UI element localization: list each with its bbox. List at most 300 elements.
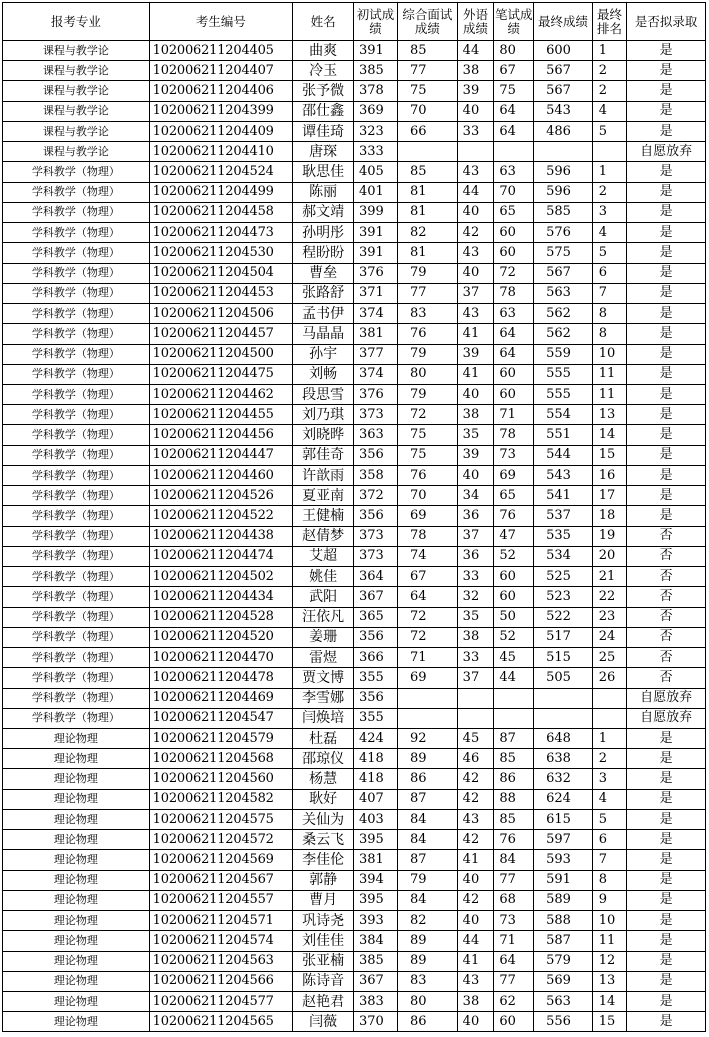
table-row xyxy=(3,384,706,404)
cell-written-score: 64 xyxy=(494,951,534,971)
cell-final-rank: 10 xyxy=(592,911,627,931)
table-row xyxy=(3,546,706,566)
table-row xyxy=(3,41,706,61)
cell-language-score: 43 xyxy=(457,304,494,324)
cell-candidate-id: 102006211204407 xyxy=(149,61,293,81)
cell-initial-score: 381 xyxy=(353,324,397,344)
table-row xyxy=(3,587,706,607)
cell-interview-score: 83 xyxy=(397,971,457,991)
cell-candidate-id: 102006211204473 xyxy=(149,223,293,243)
cell-interview-score: 80 xyxy=(397,364,457,384)
cell-interview-score: 69 xyxy=(397,668,457,688)
cell-admission: 是 xyxy=(627,728,706,748)
cell-initial-score: 356 xyxy=(353,445,397,465)
cell-interview-score: 74 xyxy=(397,546,457,566)
cell-interview-score: 79 xyxy=(397,870,457,890)
cell-interview-score: 70 xyxy=(397,101,457,121)
cell-candidate-id: 102006211204571 xyxy=(149,911,293,931)
cell-candidate-id: 102006211204574 xyxy=(149,931,293,951)
cell-language-score: 36 xyxy=(457,506,494,526)
cell-admission: 否 xyxy=(627,526,706,546)
cell-interview-score: 75 xyxy=(397,81,457,101)
cell-initial-score: 401 xyxy=(353,182,397,202)
cell-final-score: 543 xyxy=(534,101,593,121)
table-row xyxy=(3,749,706,769)
cell-name: 艾超 xyxy=(293,546,354,566)
cell-final-score: 648 xyxy=(534,728,593,748)
cell-final-rank: 2 xyxy=(592,182,627,202)
cell-final-score: 517 xyxy=(534,627,593,647)
cell-admission: 是 xyxy=(627,465,706,485)
cell-major: 课程与教学论 xyxy=(3,142,150,162)
cell-initial-score: 391 xyxy=(353,243,397,263)
table-row xyxy=(3,506,706,526)
cell-candidate-id: 102006211204568 xyxy=(149,749,293,769)
header-major: 报考专业 xyxy=(3,3,150,41)
cell-language-score: 37 xyxy=(457,526,494,546)
cell-initial-score: 323 xyxy=(353,121,397,141)
cell-written-score: 68 xyxy=(494,890,534,910)
cell-initial-score: 376 xyxy=(353,263,397,283)
cell-written-score: 80 xyxy=(494,41,534,61)
cell-name: 姚佳 xyxy=(293,567,354,587)
cell-name: 耿好 xyxy=(293,789,354,809)
cell-candidate-id: 102006211204557 xyxy=(149,890,293,910)
cell-final-score: 575 xyxy=(534,243,593,263)
cell-final-rank: 26 xyxy=(592,668,627,688)
cell-interview-score: 72 xyxy=(397,627,457,647)
cell-admission: 否 xyxy=(627,607,706,627)
cell-candidate-id: 102006211204569 xyxy=(149,850,293,870)
cell-name: 王健楠 xyxy=(293,506,354,526)
cell-admission: 是 xyxy=(627,223,706,243)
cell-initial-score: 424 xyxy=(353,728,397,748)
cell-interview-score: 81 xyxy=(397,243,457,263)
cell-language-score: 38 xyxy=(457,61,494,81)
table-row xyxy=(3,344,706,364)
cell-interview-score: 82 xyxy=(397,911,457,931)
cell-written-score: 72 xyxy=(494,263,534,283)
cell-final-rank: 7 xyxy=(592,850,627,870)
header-interview-score: 综合面试成绩 xyxy=(397,3,457,41)
cell-language-score: 35 xyxy=(457,425,494,445)
cell-interview-score: 85 xyxy=(397,162,457,182)
cell-initial-score: 363 xyxy=(353,425,397,445)
cell-final-score: 585 xyxy=(534,202,593,222)
cell-admission: 自愿放弃 xyxy=(627,708,706,728)
cell-admission: 是 xyxy=(627,870,706,890)
cell-name: 张予微 xyxy=(293,81,354,101)
cell-final-rank: 18 xyxy=(592,506,627,526)
cell-major: 理论物理 xyxy=(3,809,150,829)
cell-major: 学科教学（物理） xyxy=(3,546,150,566)
cell-final-rank: 25 xyxy=(592,648,627,668)
cell-final-rank: 5 xyxy=(592,243,627,263)
cell-interview-score: 72 xyxy=(397,607,457,627)
cell-major: 学科教学（物理） xyxy=(3,202,150,222)
cell-interview-score: 66 xyxy=(397,121,457,141)
cell-final-rank: 1 xyxy=(592,728,627,748)
table-row xyxy=(3,648,706,668)
cell-final-score: 591 xyxy=(534,870,593,890)
cell-initial-score: 395 xyxy=(353,890,397,910)
cell-candidate-id: 102006211204474 xyxy=(149,546,293,566)
cell-final-score: 615 xyxy=(534,809,593,829)
cell-admission: 是 xyxy=(627,971,706,991)
cell-admission: 是 xyxy=(627,850,706,870)
cell-candidate-id: 102006211204575 xyxy=(149,809,293,829)
cell-interview-score: 70 xyxy=(397,486,457,506)
cell-interview-score: 84 xyxy=(397,830,457,850)
cell-interview-score: 69 xyxy=(397,506,457,526)
cell-interview-score: 81 xyxy=(397,202,457,222)
header-admission: 是否拟录取 xyxy=(627,3,706,41)
cell-written-score: 62 xyxy=(494,992,534,1012)
cell-final-score: 537 xyxy=(534,506,593,526)
cell-name: 邵琼仪 xyxy=(293,749,354,769)
cell-name: 陈诗音 xyxy=(293,971,354,991)
cell-admission: 否 xyxy=(627,567,706,587)
cell-final-rank: 1 xyxy=(592,162,627,182)
cell-admission: 是 xyxy=(627,809,706,829)
cell-final-score: 567 xyxy=(534,81,593,101)
cell-final-rank xyxy=(592,688,627,708)
table-row xyxy=(3,607,706,627)
cell-final-rank: 3 xyxy=(592,769,627,789)
header-written-score: 笔试成绩 xyxy=(494,3,534,41)
table-row xyxy=(3,809,706,829)
cell-name: 许歆雨 xyxy=(293,465,354,485)
cell-admission: 是 xyxy=(627,263,706,283)
cell-final-score: 567 xyxy=(534,263,593,283)
table-row xyxy=(3,627,706,647)
cell-name: 郭佳奇 xyxy=(293,445,354,465)
cell-final-rank: 14 xyxy=(592,992,627,1012)
cell-final-score: 541 xyxy=(534,486,593,506)
cell-candidate-id: 102006211204563 xyxy=(149,951,293,971)
cell-name: 曹月 xyxy=(293,890,354,910)
cell-name: 陈丽 xyxy=(293,182,354,202)
cell-admission: 自愿放弃 xyxy=(627,688,706,708)
cell-name: 刘畅 xyxy=(293,364,354,384)
table-row xyxy=(3,364,706,384)
cell-candidate-id: 102006211204530 xyxy=(149,243,293,263)
cell-initial-score: 373 xyxy=(353,405,397,425)
cell-candidate-id: 102006211204410 xyxy=(149,142,293,162)
cell-major: 学科教学（物理） xyxy=(3,506,150,526)
cell-language-score: 39 xyxy=(457,445,494,465)
cell-admission: 是 xyxy=(627,182,706,202)
cell-language-score: 33 xyxy=(457,648,494,668)
cell-initial-score: 385 xyxy=(353,951,397,971)
cell-admission: 是 xyxy=(627,931,706,951)
cell-initial-score: 403 xyxy=(353,809,397,829)
cell-major: 理论物理 xyxy=(3,992,150,1012)
cell-initial-score: 393 xyxy=(353,911,397,931)
table-row xyxy=(3,526,706,546)
cell-interview-score: 89 xyxy=(397,931,457,951)
cell-major: 学科教学（物理） xyxy=(3,465,150,485)
table-row xyxy=(3,971,706,991)
cell-candidate-id: 102006211204502 xyxy=(149,567,293,587)
cell-written-score: 45 xyxy=(494,648,534,668)
cell-final-score xyxy=(534,688,593,708)
cell-written-score: 64 xyxy=(494,344,534,364)
cell-language-score: 40 xyxy=(457,101,494,121)
cell-admission: 是 xyxy=(627,41,706,61)
cell-written-score: 60 xyxy=(494,567,534,587)
cell-name: 马晶晶 xyxy=(293,324,354,344)
cell-major: 课程与教学论 xyxy=(3,61,150,81)
cell-admission: 是 xyxy=(627,364,706,384)
cell-name: 桑云飞 xyxy=(293,830,354,850)
cell-language-score: 38 xyxy=(457,627,494,647)
cell-written-score: 63 xyxy=(494,304,534,324)
cell-final-rank xyxy=(592,708,627,728)
cell-final-score: 559 xyxy=(534,344,593,364)
table-row xyxy=(3,405,706,425)
cell-language-score: 42 xyxy=(457,830,494,850)
cell-written-score: 47 xyxy=(494,526,534,546)
cell-language-score: 41 xyxy=(457,364,494,384)
cell-final-rank: 8 xyxy=(592,324,627,344)
cell-major: 学科教学（物理） xyxy=(3,627,150,647)
cell-major: 理论物理 xyxy=(3,789,150,809)
cell-candidate-id: 102006211204579 xyxy=(149,728,293,748)
header-name: 姓名 xyxy=(293,3,354,41)
cell-initial-score: 366 xyxy=(353,648,397,668)
cell-final-score xyxy=(534,142,593,162)
cell-final-rank: 5 xyxy=(592,809,627,829)
cell-final-score: 596 xyxy=(534,162,593,182)
cell-final-rank: 11 xyxy=(592,384,627,404)
cell-interview-score: 82 xyxy=(397,223,457,243)
cell-major: 学科教学（物理） xyxy=(3,182,150,202)
cell-initial-score: 355 xyxy=(353,708,397,728)
cell-written-score: 69 xyxy=(494,465,534,485)
cell-written-score: 64 xyxy=(494,324,534,344)
cell-language-score: 44 xyxy=(457,41,494,61)
cell-name: 杨慧 xyxy=(293,769,354,789)
cell-final-score: 562 xyxy=(534,304,593,324)
cell-final-score: 544 xyxy=(534,445,593,465)
cell-language-score: 34 xyxy=(457,486,494,506)
table-row xyxy=(3,425,706,445)
header-initial-score: 初试成绩 xyxy=(353,3,397,41)
cell-initial-score: 367 xyxy=(353,971,397,991)
cell-final-rank: 10 xyxy=(592,344,627,364)
cell-admission: 是 xyxy=(627,101,706,121)
cell-interview-score: 75 xyxy=(397,445,457,465)
cell-final-score: 551 xyxy=(534,425,593,445)
table-row xyxy=(3,304,706,324)
cell-final-rank xyxy=(592,142,627,162)
cell-major: 学科教学（物理） xyxy=(3,668,150,688)
cell-written-score: 78 xyxy=(494,425,534,445)
cell-final-score: 587 xyxy=(534,931,593,951)
cell-written-score xyxy=(494,142,534,162)
cell-initial-score: 418 xyxy=(353,749,397,769)
cell-final-rank: 8 xyxy=(592,304,627,324)
cell-name: 郝文靖 xyxy=(293,202,354,222)
cell-final-rank: 8 xyxy=(592,870,627,890)
cell-interview-score: 75 xyxy=(397,425,457,445)
cell-written-score: 77 xyxy=(494,870,534,890)
cell-candidate-id: 102006211204438 xyxy=(149,526,293,546)
cell-admission: 是 xyxy=(627,304,706,324)
cell-initial-score: 358 xyxy=(353,465,397,485)
cell-interview-score: 92 xyxy=(397,728,457,748)
cell-written-score: 75 xyxy=(494,81,534,101)
cell-final-score: 567 xyxy=(534,61,593,81)
cell-written-score: 73 xyxy=(494,445,534,465)
cell-major: 理论物理 xyxy=(3,850,150,870)
cell-initial-score: 405 xyxy=(353,162,397,182)
cell-interview-score: 86 xyxy=(397,1012,457,1032)
cell-candidate-id: 102006211204458 xyxy=(149,202,293,222)
cell-final-score: 535 xyxy=(534,526,593,546)
cell-name: 武阳 xyxy=(293,587,354,607)
cell-candidate-id: 102006211204504 xyxy=(149,263,293,283)
cell-major: 课程与教学论 xyxy=(3,81,150,101)
cell-major: 学科教学（物理） xyxy=(3,263,150,283)
cell-language-score: 40 xyxy=(457,465,494,485)
cell-admission: 是 xyxy=(627,830,706,850)
cell-language-score: 33 xyxy=(457,121,494,141)
table-row xyxy=(3,931,706,951)
cell-language-score: 46 xyxy=(457,749,494,769)
cell-language-score: 40 xyxy=(457,870,494,890)
cell-initial-score: 391 xyxy=(353,223,397,243)
cell-final-score: 555 xyxy=(534,384,593,404)
cell-final-score: 579 xyxy=(534,951,593,971)
cell-admission: 是 xyxy=(627,384,706,404)
cell-written-score: 71 xyxy=(494,405,534,425)
cell-written-score xyxy=(494,708,534,728)
table-row xyxy=(3,992,706,1012)
cell-admission: 是 xyxy=(627,506,706,526)
cell-final-rank: 19 xyxy=(592,526,627,546)
cell-candidate-id: 102006211204453 xyxy=(149,283,293,303)
cell-name: 段思雪 xyxy=(293,384,354,404)
table-row xyxy=(3,668,706,688)
cell-major: 学科教学（物理） xyxy=(3,364,150,384)
cell-final-score: 562 xyxy=(534,324,593,344)
cell-final-rank: 3 xyxy=(592,202,627,222)
table-row xyxy=(3,567,706,587)
cell-final-score: 543 xyxy=(534,465,593,485)
cell-final-score: 555 xyxy=(534,364,593,384)
cell-candidate-id: 102006211204560 xyxy=(149,769,293,789)
cell-major: 学科教学（物理） xyxy=(3,283,150,303)
cell-initial-score: 377 xyxy=(353,344,397,364)
cell-language-score: 45 xyxy=(457,728,494,748)
cell-major: 学科教学（物理） xyxy=(3,304,150,324)
table-row xyxy=(3,486,706,506)
cell-interview-score xyxy=(397,688,457,708)
cell-initial-score: 374 xyxy=(353,364,397,384)
cell-written-score: 77 xyxy=(494,971,534,991)
cell-candidate-id: 102006211204582 xyxy=(149,789,293,809)
cell-written-score: 84 xyxy=(494,850,534,870)
cell-candidate-id: 102006211204469 xyxy=(149,688,293,708)
header-final-score: 最终成绩 xyxy=(534,3,593,41)
cell-candidate-id: 102006211204567 xyxy=(149,870,293,890)
cell-final-score: 534 xyxy=(534,546,593,566)
cell-language-score: 42 xyxy=(457,223,494,243)
cell-written-score: 60 xyxy=(494,384,534,404)
cell-final-rank: 2 xyxy=(592,61,627,81)
cell-major: 学科教学（物理） xyxy=(3,526,150,546)
cell-initial-score: 381 xyxy=(353,850,397,870)
cell-major: 学科教学（物理） xyxy=(3,384,150,404)
cell-candidate-id: 102006211204457 xyxy=(149,324,293,344)
cell-admission: 自愿放弃 xyxy=(627,142,706,162)
cell-candidate-id: 102006211204566 xyxy=(149,971,293,991)
table-row xyxy=(3,202,706,222)
cell-final-rank: 12 xyxy=(592,951,627,971)
cell-language-score: 42 xyxy=(457,789,494,809)
cell-written-score: 63 xyxy=(494,162,534,182)
cell-admission: 是 xyxy=(627,486,706,506)
table-row xyxy=(3,445,706,465)
cell-interview-score: 76 xyxy=(397,324,457,344)
header-language-score: 外语成绩 xyxy=(457,3,494,41)
cell-final-rank: 15 xyxy=(592,1012,627,1032)
cell-initial-score: 383 xyxy=(353,992,397,1012)
cell-name: 闫焕培 xyxy=(293,708,354,728)
cell-name: 李雪娜 xyxy=(293,688,354,708)
cell-admission: 是 xyxy=(627,121,706,141)
cell-initial-score: 355 xyxy=(353,668,397,688)
cell-written-score: 78 xyxy=(494,283,534,303)
cell-language-score: 36 xyxy=(457,546,494,566)
cell-language-score: 43 xyxy=(457,243,494,263)
cell-interview-score: 79 xyxy=(397,263,457,283)
cell-admission: 是 xyxy=(627,162,706,182)
cell-initial-score: 385 xyxy=(353,61,397,81)
cell-final-rank: 24 xyxy=(592,627,627,647)
cell-final-rank: 17 xyxy=(592,486,627,506)
cell-final-score: 596 xyxy=(534,182,593,202)
cell-major: 理论物理 xyxy=(3,1012,150,1032)
cell-written-score: 60 xyxy=(494,587,534,607)
cell-initial-score: 399 xyxy=(353,202,397,222)
cell-interview-score: 78 xyxy=(397,526,457,546)
table-row xyxy=(3,708,706,728)
cell-final-score: 556 xyxy=(534,1012,593,1032)
cell-major: 学科教学（物理） xyxy=(3,425,150,445)
cell-language-score: 38 xyxy=(457,992,494,1012)
cell-name: 唐琛 xyxy=(293,142,354,162)
cell-candidate-id: 102006211204405 xyxy=(149,41,293,61)
cell-name: 汪依凡 xyxy=(293,607,354,627)
cell-name: 郭静 xyxy=(293,870,354,890)
cell-candidate-id: 102006211204460 xyxy=(149,465,293,485)
cell-final-score: 505 xyxy=(534,668,593,688)
cell-language-score: 42 xyxy=(457,890,494,910)
table-row xyxy=(3,688,706,708)
cell-language-score: 41 xyxy=(457,850,494,870)
cell-candidate-id: 102006211204526 xyxy=(149,486,293,506)
cell-initial-score: 364 xyxy=(353,567,397,587)
cell-initial-score: 356 xyxy=(353,506,397,526)
cell-candidate-id: 102006211204499 xyxy=(149,182,293,202)
table-row xyxy=(3,263,706,283)
cell-candidate-id: 102006211204434 xyxy=(149,587,293,607)
cell-name: 孙明彤 xyxy=(293,223,354,243)
cell-final-score: 576 xyxy=(534,223,593,243)
